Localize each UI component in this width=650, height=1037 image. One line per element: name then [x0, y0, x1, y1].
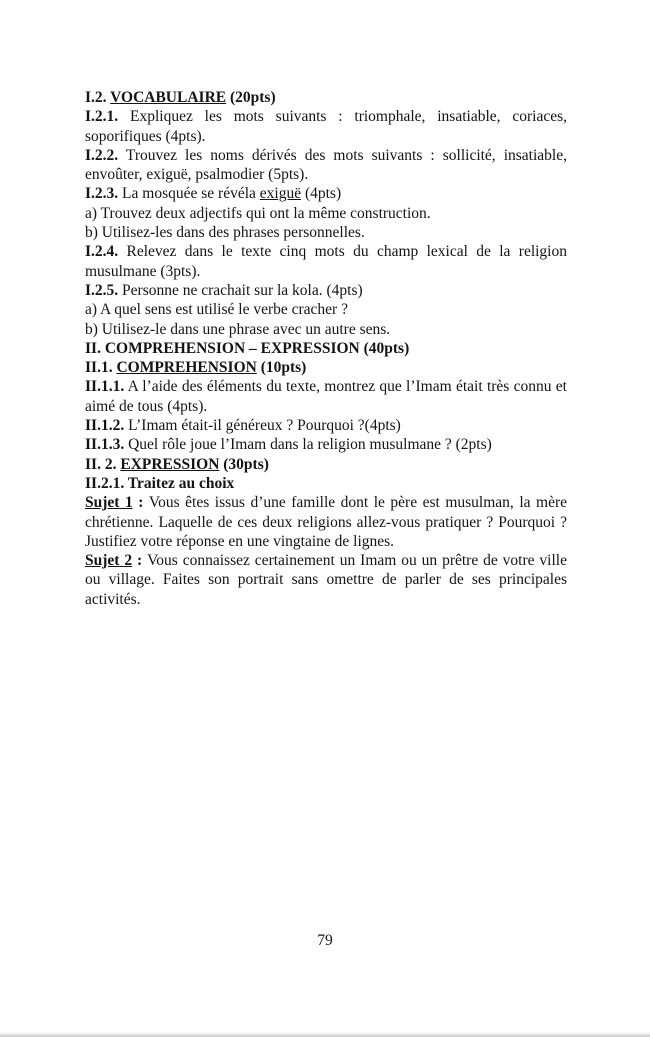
question-text: A l’aide des éléments du texte, montrez que l’Imam était très connu et aimé de tous (4pts).	[85, 378, 567, 415]
section-title: COMPREHENSION	[116, 359, 257, 377]
question-number: I.2.2.	[85, 146, 119, 164]
section-number: II.1.	[85, 359, 117, 377]
sub-item-a: a) A quel sens est utilisé le verbe cracher ?	[85, 301, 348, 319]
question-ii113	[85, 435, 567, 454]
heading-expression	[85, 455, 567, 474]
sujet-separator: :	[132, 552, 148, 570]
question-text: Personne ne crachait sur la kola. (4pts)	[118, 281, 363, 299]
section-points: (20pts)	[226, 89, 276, 106]
question-text: Trouvez les noms dérivés des mots suivants : sollicité, insatiable, envoûter, exiguë, psalmodier (5pts).	[85, 146, 567, 184]
sujet-text: Vous êtes issus d’une famille dont le père est musulman, la mère chrétienne. Laquelle de ces deux religions allez-vous pratiquer ? Pourquoi ? Justifiez votre réponse en une vingtaine de lignes.	[85, 494, 567, 550]
underlined-term: exiguë	[259, 185, 302, 203]
section-title: EXPRESSION	[120, 455, 220, 473]
question-text: La mosquée se révéla	[118, 185, 260, 203]
sujet-2-paragraph	[85, 551, 567, 609]
scan-edge-shadow	[0, 1032, 650, 1037]
heading-vocabulaire	[85, 88, 567, 107]
question-number: I.2.1.	[85, 108, 119, 126]
sujet-label: Sujet 1	[85, 494, 133, 512]
question-number: II.1.1.	[85, 378, 125, 396]
question-i121	[85, 107, 567, 146]
heading-comprehension-expression	[85, 339, 567, 358]
question-number: II.1.3.	[85, 436, 125, 454]
question-number: I.2.5.	[85, 281, 119, 299]
heading-traitez-au-choix	[85, 474, 567, 493]
question-i125	[85, 281, 567, 300]
section-number: II. 2.	[85, 455, 121, 473]
question-text: Quel rôle joue l’Imam dans la religion musulmane ? (2pts)	[124, 436, 492, 454]
question-number: I.2.4.	[85, 243, 119, 261]
question-points: (4pts)	[301, 185, 342, 203]
heading-comprehension	[85, 358, 567, 377]
question-text: Relevez dans le texte cinq mots du champ lexical de la religion musulmane (3pts).	[85, 243, 567, 280]
section-number: I.2.	[85, 89, 111, 106]
section-title: II.2.1. Traitez au choix	[85, 474, 235, 492]
sub-item-b: b) Utilisez-les dans des phrases personnelles.	[85, 224, 365, 242]
question-number: II.1.2.	[85, 417, 125, 435]
sujet-label: Sujet 2	[85, 552, 133, 570]
sujet-text: Vous connaissez certainement un Imam ou un prêtre de votre ville ou village. Faites son portrait sans omettre de parler de ses principales activités.	[85, 552, 567, 608]
sujet-1-paragraph	[85, 493, 567, 551]
question-ii111	[85, 377, 567, 416]
question-i124	[85, 242, 567, 281]
question-i122	[85, 146, 567, 185]
question-i123	[85, 184, 567, 203]
section-title: II. COMPREHENSION – EXPRESSION (40pts)	[85, 339, 410, 357]
question-text: L’Imam était-il généreux ? Pourquoi ?(4pts)	[124, 417, 401, 435]
section-title: VOCABULAIRE	[110, 89, 227, 106]
section-points: (10pts)	[256, 359, 307, 377]
sub-item-a: a) Trouvez deux adjectifs qui ont la même construction.	[85, 204, 431, 222]
question-ii112	[85, 416, 567, 435]
section-points: (30pts)	[219, 455, 269, 473]
sub-item-b: b) Utilisez-le dans une phrase avec un autre sens.	[85, 320, 391, 338]
page-number: 79	[317, 932, 333, 949]
question-text: Expliquez les mots suivants : triomphale, insatiable, coriaces, soporifiques (4pts).	[85, 108, 567, 145]
sujet-separator: :	[132, 494, 149, 512]
question-number: I.2.3.	[85, 185, 119, 203]
